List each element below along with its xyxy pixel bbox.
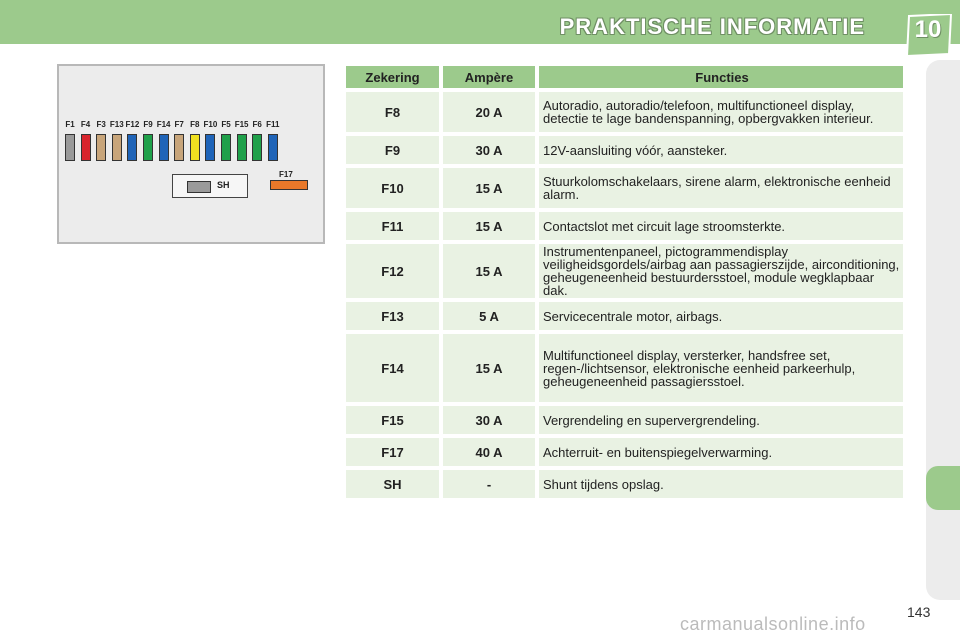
fuse-cell: F14 bbox=[346, 334, 439, 402]
ampere-cell: 40 A bbox=[443, 438, 535, 466]
table-row bbox=[346, 92, 903, 132]
function-cell: Instrumentenpaneel, pictogrammendisplay veiligheidsgordels/airbag aan passagierszijde, airconditioning, geheugeneenheid bestuurdersstoel, module wegklapbaar dak. bbox=[539, 244, 903, 298]
header-functies: Functies bbox=[539, 66, 903, 88]
page-title: PRAKTISCHE INFORMATIE bbox=[559, 14, 865, 39]
f17-label: F17 bbox=[279, 170, 293, 179]
ampere-cell: 30 A bbox=[443, 136, 535, 164]
fuse-label-f10: F10 bbox=[203, 120, 218, 129]
fuse-label-f4: F4 bbox=[80, 120, 91, 129]
ampere-cell: 15 A bbox=[443, 244, 535, 298]
table-body bbox=[346, 92, 903, 498]
table-row bbox=[346, 438, 903, 466]
f17-fuse bbox=[270, 180, 308, 190]
function-cell: Stuurkolomschakelaars, sirene alarm, elektronische eenheid alarm. bbox=[539, 168, 903, 208]
ampere-cell: 5 A bbox=[443, 302, 535, 330]
function-cell: Autoradio, autoradio/telefoon, multifunctioneel display, detectie te lage bandenspanning, opbergvakken interieur. bbox=[539, 92, 903, 132]
fuse-label-f1: F1 bbox=[65, 120, 75, 129]
fuse-f8 bbox=[190, 134, 200, 161]
fuse-label-f6: F6 bbox=[252, 120, 262, 129]
fuse-label-f7: F7 bbox=[174, 120, 184, 129]
fuse-label-f12: F12 bbox=[125, 120, 140, 129]
ampere-cell: - bbox=[443, 470, 535, 498]
fuse-f7 bbox=[174, 134, 184, 161]
fuse-f10 bbox=[205, 134, 215, 161]
fuse-f11 bbox=[268, 134, 278, 161]
fuse-label-f8: F8 bbox=[190, 120, 200, 129]
fuse-f13 bbox=[112, 134, 122, 161]
shunt-box bbox=[172, 174, 248, 198]
fuse-cell: F12 bbox=[346, 244, 439, 298]
ampere-cell: 15 A bbox=[443, 168, 535, 208]
fuse-f1 bbox=[65, 134, 75, 161]
fuse-f4 bbox=[81, 134, 91, 161]
table-header-row bbox=[346, 66, 903, 88]
fuse-table bbox=[342, 62, 907, 502]
fuse-label-f13: F13 bbox=[109, 120, 124, 129]
fuse-cell: F10 bbox=[346, 168, 439, 208]
table-row bbox=[346, 302, 903, 330]
fuse-cell: F9 bbox=[346, 136, 439, 164]
fuse-cell: F11 bbox=[346, 212, 439, 240]
fuse-label-f15: F15 bbox=[234, 120, 249, 129]
fuse-label-f9: F9 bbox=[143, 120, 153, 129]
table-row bbox=[346, 136, 903, 164]
watermark: carmanualsonline.info bbox=[680, 614, 866, 634]
table-row bbox=[346, 334, 903, 402]
fuse-f9 bbox=[143, 134, 153, 161]
chapter-number: 10 bbox=[914, 16, 942, 43]
fuse-cell: F13 bbox=[346, 302, 439, 330]
shunt-label: SH bbox=[217, 180, 230, 190]
ampere-cell: 20 A bbox=[443, 92, 535, 132]
fuse-box-diagram bbox=[57, 64, 325, 244]
table-row bbox=[346, 406, 903, 434]
table-row bbox=[346, 168, 903, 208]
function-cell: Multifunctioneel display, versterker, handsfree set, regen-/lichtsensor, elektronische eenheid parkeerhulp, geheugeneenheid passagiersstoel. bbox=[539, 334, 903, 402]
fuse-f12 bbox=[127, 134, 137, 161]
table-row bbox=[346, 212, 903, 240]
ampere-cell: 30 A bbox=[443, 406, 535, 434]
fuse-f14 bbox=[159, 134, 169, 161]
fuse-label-f14: F14 bbox=[156, 120, 171, 129]
chapter-tab[interactable] bbox=[926, 466, 960, 510]
fuse-f15 bbox=[237, 134, 247, 161]
fuse-f3 bbox=[96, 134, 106, 161]
ampere-cell: 15 A bbox=[443, 212, 535, 240]
fuse-f6 bbox=[252, 134, 262, 161]
function-cell: Shunt tijdens opslag. bbox=[539, 470, 903, 498]
fuse-cell: F17 bbox=[346, 438, 439, 466]
fuse-label-f3: F3 bbox=[96, 120, 106, 129]
fuse-cell: F15 bbox=[346, 406, 439, 434]
function-cell: Vergrendeling en supervergrendeling. bbox=[539, 406, 903, 434]
table-row bbox=[346, 244, 903, 298]
shunt-fuse bbox=[187, 181, 211, 193]
fuse-cell: SH bbox=[346, 470, 439, 498]
header-zekering: Zekering bbox=[346, 66, 439, 88]
ampere-cell: 15 A bbox=[443, 334, 535, 402]
function-cell: Contactslot met circuit lage stroomsterkte. bbox=[539, 212, 903, 240]
fuse-f5 bbox=[221, 134, 231, 161]
function-cell: Achterruit- en buitenspiegelverwarming. bbox=[539, 438, 903, 466]
header-ampere: Ampère bbox=[443, 66, 535, 88]
fuse-label-f11: F11 bbox=[266, 120, 280, 129]
function-cell: 12V-aansluiting vóór, aansteker. bbox=[539, 136, 903, 164]
side-panel bbox=[926, 60, 960, 600]
fuse-label-f5: F5 bbox=[221, 120, 231, 129]
fuse-cell: F8 bbox=[346, 92, 439, 132]
page-number: 143 bbox=[907, 604, 931, 620]
function-cell: Servicecentrale motor, airbags. bbox=[539, 302, 903, 330]
table-row bbox=[346, 470, 903, 498]
